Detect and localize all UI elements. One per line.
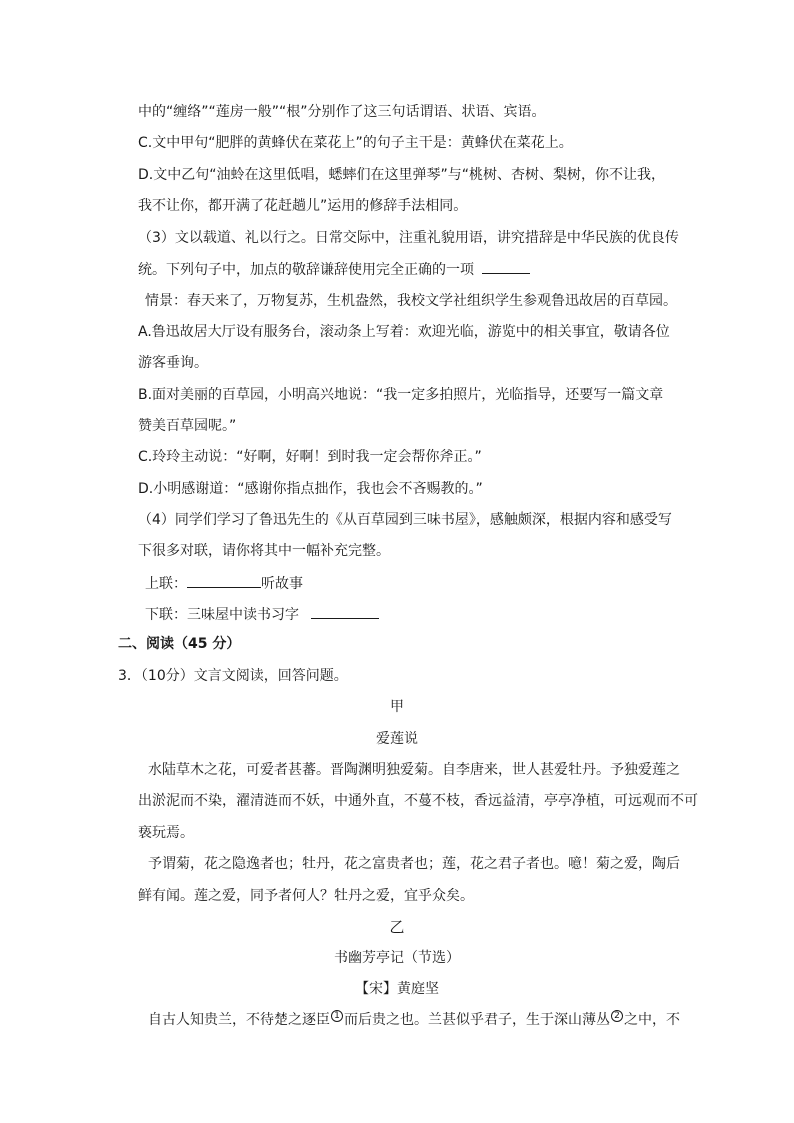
option-d-cont: 我不让你，都开满了花赶趟儿”运用的修辞手法相同。: [138, 198, 468, 214]
lower-blank: [311, 604, 379, 619]
option-c: C.文中甲句“肥胖的黄蜂伏在菜花上”的句子主干是：黄蜂伏在菜花上。: [138, 135, 573, 151]
upper-blank: [187, 573, 261, 588]
passage-jia-1: 水陆草木之花，可爱者甚蕃。晋陶渊明独爱菊。自李唐来，世人甚爱牡丹。予独爱莲之: [148, 762, 680, 778]
question-4: （4）同学们学习了鲁迅先生的《从百草园到三味书屋》，感触颇深，根据内容和感受写: [138, 512, 672, 528]
question-3-cont: 统。下列句子中，加点的敬辞谦辞使用完全正确的一项: [138, 259, 530, 280]
text-yi-title: 书幽芳亭记（节选）: [334, 950, 460, 966]
line-1: 中的“缠络”“莲房一般”“根”分别作了这三句话谓语、状语、宾语。: [138, 104, 546, 120]
option-c-2: C.玲玲主动说：“好啊，好啊！到时我一定会帮你斧正。”: [138, 449, 482, 465]
option-d-2: D.小明感谢道：“感谢你指点拙作，我也会不吝赐教的。”: [138, 481, 483, 497]
passage-jia-5: 鲜有闻。莲之爱，同予者何人？牡丹之爱，宜乎众矣。: [138, 888, 474, 904]
passage-jia-4: 予谓菊，花之隐逸者也；牡丹，花之富贵者也；莲，花之君子者也。噫！菊之爱，陶后: [148, 856, 680, 872]
text-yi-label: 乙: [389, 918, 405, 936]
question-3-heading: 3．（10分）文言文阅读，回答问题。: [118, 668, 348, 684]
text-yi-author: 【宋】黄庭坚: [355, 981, 439, 997]
couplet-lower: 下联：三味屋中读书习字: [145, 604, 379, 625]
option-a: A.鲁迅故居大厅设有服务台，滚动条上写着：欢迎光临，游览中的相关事宜，敬请各位: [138, 324, 670, 340]
option-a-cont: 游客垂询。: [138, 355, 208, 371]
option-b: B.面对美丽的百草园，小明高兴地说：“我一定多拍照片，光临指导，还要写一篇文章: [138, 387, 664, 403]
option-d: D.文中乙句“油蛉在这里低唱，蟋蟀们在这里弹琴”与“桃树、杏树、梨树，你不让我，: [138, 167, 665, 183]
footnote-2: 2: [611, 1010, 623, 1022]
scenario: 情景：春天来了，万物复苏，生机盎然，我校文学社组织学生参观鲁迅故居的百草园。: [145, 293, 677, 309]
text-jia-label: 甲: [390, 699, 404, 715]
answer-blank: [482, 259, 530, 274]
option-b-cont: 赞美百草园呢。”: [138, 418, 237, 434]
passage-jia-3: 亵玩焉。: [138, 825, 194, 841]
passage-yi-1: 自古人知贵兰，不待楚之逐臣 1 而后贵之也。兰甚似乎君子，生于深山薄丛 2 之中，不: [148, 1011, 680, 1028]
passage-jia-2: 出淤泥而不染，濯清涟而不妖，中通外直，不蔓不枝，香远益清，亭亭净植，可远观而不可: [138, 793, 698, 809]
question-4-cont: 下很多对联，请你将其中一幅补充完整。: [138, 543, 390, 559]
text-jia-title: 爱莲说: [376, 731, 418, 747]
section-heading: 二、阅读（45 分）: [118, 636, 241, 652]
couplet-upper: 上联： 听故事: [145, 573, 303, 594]
footnote-1: 1: [331, 1010, 343, 1022]
question-3: （3）文以载道、礼以行之。日常交际中，注重礼貌用语，讲究措辞是中华民族的优良传: [138, 230, 679, 246]
